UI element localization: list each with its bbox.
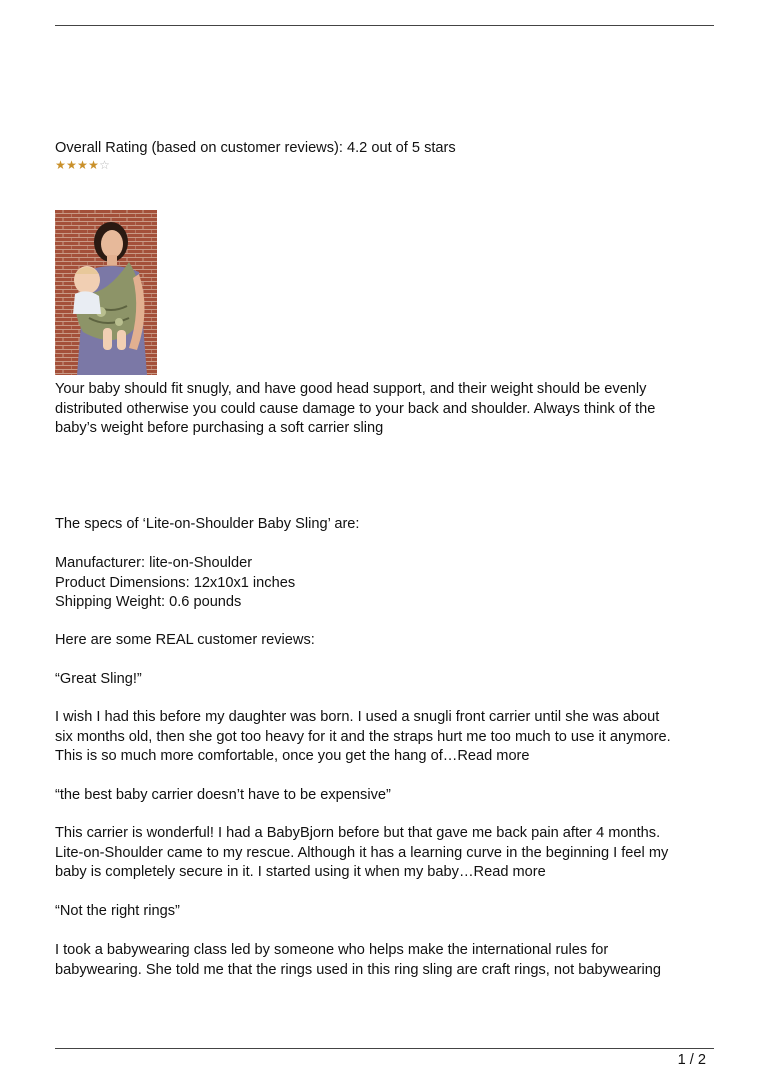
page-number: 1 / 2 <box>677 1052 706 1068</box>
review-body: This carrier is wonderful! I had a BabyBjorn before but that gave me back pain after 4 months. Lite-on-Shoulder came to my rescue. Although it has a learning curve in the beginning I feel my baby is completely secure in it. I started using it when my baby…Read more <box>55 825 669 880</box>
spec-item: Product Dimensions: 12x10x1 inches <box>55 574 296 591</box>
review-body: I took a babywearing class led by someone who helps make the international rules for babywearing. She told me that the rings used in this ring sling are craft rings, not babywearing <box>55 942 661 978</box>
review-body: I wish I had this before my daughter was born. I used a snugli front carrier until she was about six months old, then she got too heavy for it and the straps hurt me too much to use it anymore. This is so much more comfortable, once you get the hang of…Read more <box>55 709 671 764</box>
intro-paragraph: Your baby should fit snugly, and have good head support, and their weight should be evenly distributed otherwise you could cause damage to your back and shoulder. Always think of the baby’s weight before purchasing a soft carrier sling <box>55 381 656 436</box>
star-empty-icon: ☆ <box>99 158 110 172</box>
spec-item: Manufacturer: lite-on-Shoulder <box>55 555 253 571</box>
product-photo <box>55 210 157 375</box>
star-full-icon: ★ <box>77 158 88 172</box>
review-title: “Not the right rings” <box>55 903 180 919</box>
specs-list <box>55 554 720 613</box>
review-title: “Great Sling!” <box>55 671 142 687</box>
header-rule <box>55 25 714 26</box>
spec-item: Shipping Weight: 0.6 pounds <box>55 594 242 610</box>
footer-rule <box>55 1048 714 1049</box>
star-full-icon: ★ <box>88 158 99 172</box>
rating-stars <box>55 159 110 173</box>
star-full-icon: ★ <box>55 158 66 172</box>
star-full-icon: ★ <box>66 158 77 172</box>
reviews-heading: Here are some REAL customer reviews: <box>55 632 315 648</box>
review-title: “the best baby carrier doesn’t have to be expensive” <box>55 787 391 803</box>
overall-rating-text: Overall Rating (based on customer reviews): 4.2 out of 5 stars <box>55 140 456 156</box>
specs-heading: The specs of ‘Lite-on-Shoulder Baby Sling’ are: <box>55 516 360 532</box>
